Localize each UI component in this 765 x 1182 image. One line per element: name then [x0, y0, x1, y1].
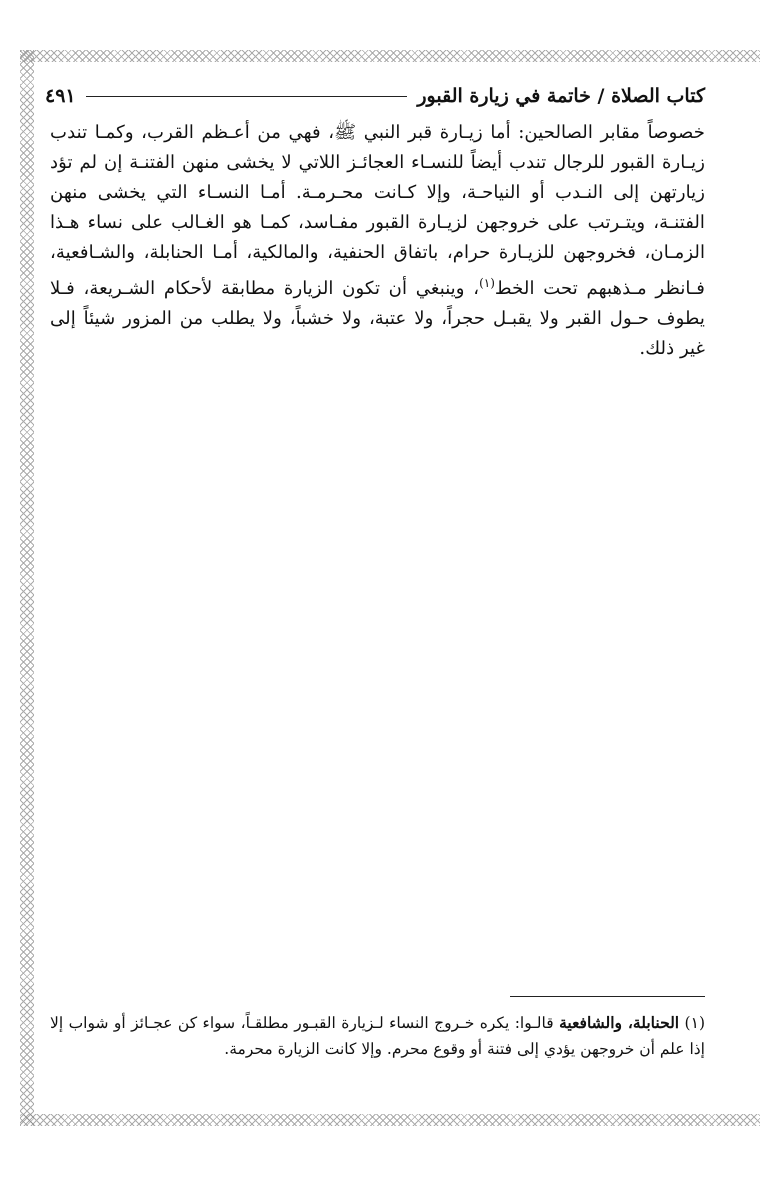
footnote-marker: (١): [684, 1014, 705, 1032]
footnote-text: قالـوا: يكره خـروج النساء لـزيارة القبـور مطلقـاً، سواء كن عجـائز أو شواب إلا إذا علم أن خروجهن يؤدي إلى فتنة أو وقوع محرم. وإلا كانت الزيارة محرمة.: [50, 1014, 705, 1058]
footnote-separator: [510, 996, 705, 997]
paragraph-text: خصوصاً مقابر الصالحين: أما زيـارة قبر النبي ﷺ، فهي من أعـظم القرب، وكمـا تندب زيـارة القبور للرجال تندب أيضاً للنسـاء العجائـز اللاتي لا يخشى منهن الفتنـة إن لم تؤد زيارتهن إلى النـدب أو النياحـة، وإلا كـانت محـرمـة. أمـا النسـاء التي يخشى منهن الفتنـة، ويتـرتب على خروجهن لزيـارة القبور مفـاسد، كمـا هو الغـالب على نساء هـذا الزمـان، فخروجهن للزيـارة حرام، باتفاق الحنفية، والمالكية، أمـا الحنابلة، والشـافعية، فـانظر مـذهبهم تحت الخط: [50, 122, 705, 300]
decorative-border-top: [20, 50, 760, 62]
running-header: [45, 80, 705, 112]
paragraph-text-end: ، وينبغي أن تكون الزيارة مطابقة لأحكام الشـريعة، فـلا يطوف حـول القبر ولا يقبـل حجراً، ولا عتبة، ولا خشباً، ولا يطلب من المزور شيئاً إلى غير ذلك.: [50, 278, 705, 360]
header-title: كتاب الصلاة / خاتمة في زيارة القبور: [417, 85, 705, 107]
footnote: [50, 1010, 705, 1062]
header-rule: [86, 96, 408, 97]
paragraph: [50, 118, 705, 364]
footnote-bold-lead: الحنابلة، والشافعية: [559, 1013, 680, 1032]
footnote-reference[interactable]: (١): [479, 276, 495, 290]
main-text: [50, 118, 705, 364]
decorative-border-bottom: [20, 1114, 760, 1126]
page-number: ٤٩١: [45, 85, 76, 107]
decorative-border-left: [20, 50, 34, 1126]
